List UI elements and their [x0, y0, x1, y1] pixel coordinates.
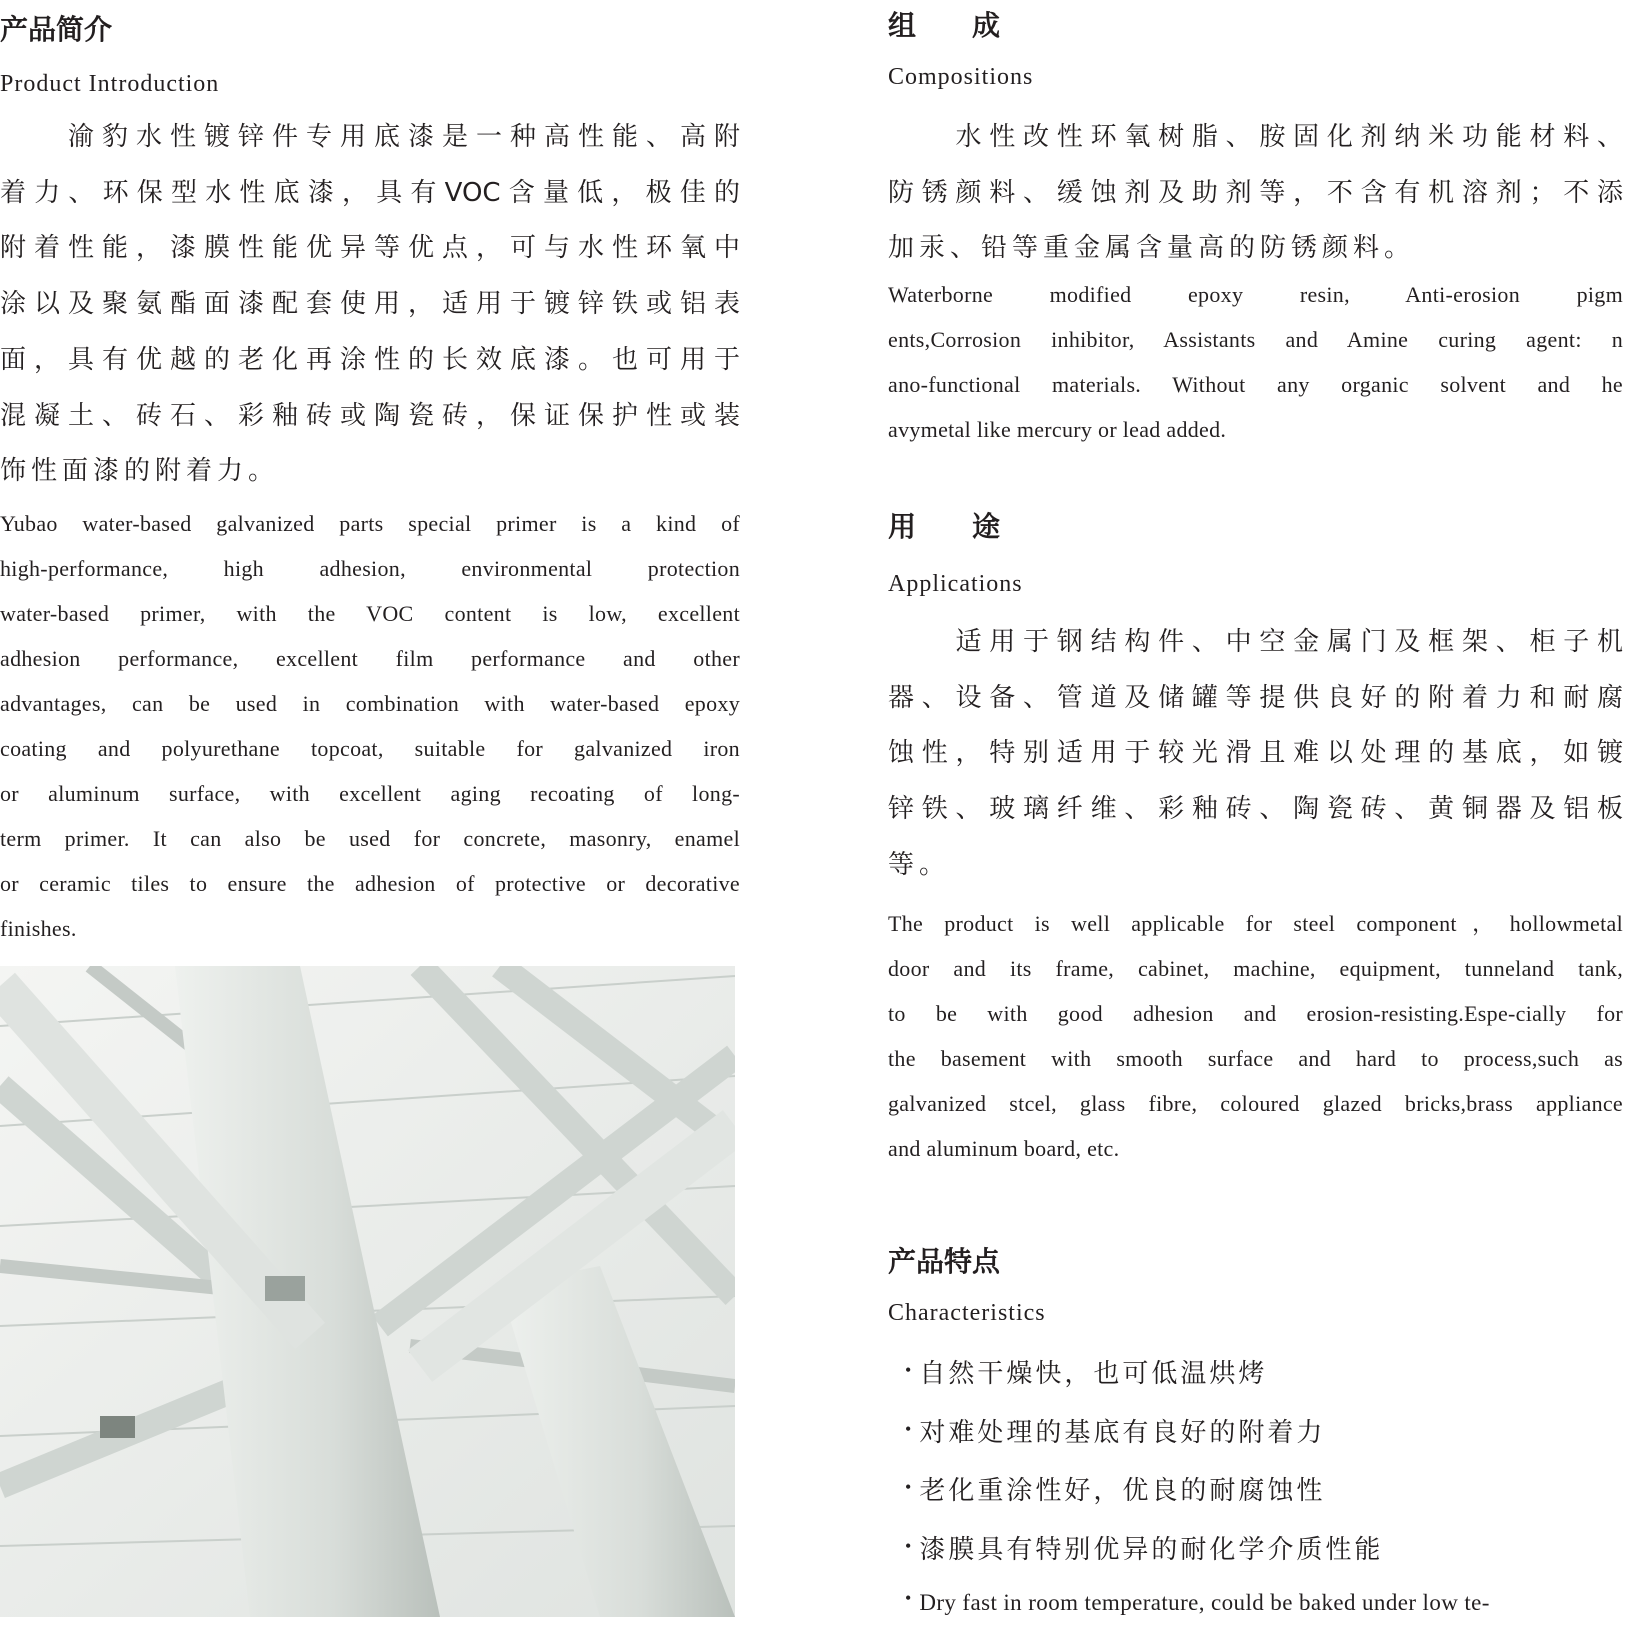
- cn-text-line: 适用于钢结构件、中空金属门及框架、柜子机: [888, 627, 1623, 657]
- en-text-line: to be with good adhesion and erosion-resisting.Espe-cially for: [888, 1001, 1623, 1026]
- characteristic-item: [905, 1588, 1490, 1616]
- en-text-line: The product is well applicable for steel component，hollowmetal: [888, 911, 1623, 936]
- characteristics-title-en: Characteristics: [888, 1300, 1046, 1326]
- bullet-icon: •: [905, 1419, 912, 1439]
- en-text-line: term primer. It can also be used for concrete, masonry, enamel: [0, 826, 740, 851]
- cn-text-line: 等。: [888, 849, 951, 880]
- cn-text-line: 水性改性环氧树脂、胺固化剂纳米功能材料、: [888, 122, 1623, 152]
- characteristic-text: 自然干燥快，也可低温烘烤: [919, 1359, 1268, 1389]
- cn-text-line: 锌铁、玻璃纤维、彩釉砖、陶瓷砖、黄铜器及铝板: [888, 794, 1623, 825]
- characteristic-item: [905, 1412, 1325, 1449]
- characteristic-text: 对难处理的基底有良好的附着力: [919, 1418, 1326, 1448]
- cn-text-line: 面，具有优越的老化再涂性的长效底漆。也可用于: [0, 344, 740, 375]
- cn-text-line: 蚀性，特别适用于较光滑且难以处理的基底，如镀: [888, 738, 1623, 769]
- characteristic-text: 老化重涂性好，优良的耐腐蚀性: [919, 1476, 1326, 1506]
- en-text-line: adhesion performance, excellent film performance and other: [0, 646, 740, 671]
- compositions-title-en: Compositions: [888, 64, 1034, 90]
- en-text-line: the basement with smooth surface and hard to process,such as: [888, 1046, 1623, 1071]
- applications-title-cn: 用 途: [888, 510, 1001, 543]
- en-text-line: advantages, can be used in combination with water-based epoxy: [0, 691, 740, 716]
- en-text-line: water-based primer, with the VOC content is low, excellent: [0, 601, 740, 626]
- cn-text-line: 涂以及聚氨酯面漆配套使用，适用于镀锌铁或铝表: [0, 289, 740, 320]
- en-text-line: galvanized stcel, glass fibre, coloured glazed bricks,brass appliance: [888, 1091, 1623, 1116]
- bullet-icon: •: [905, 1588, 912, 1608]
- characteristic-item: [905, 1529, 1383, 1566]
- en-text-line: coating and polyurethane topcoat, suitable for galvanized iron: [0, 736, 740, 761]
- cn-text-line: 附着性能，漆膜性能优异等优点，可与水性环氧中: [0, 233, 740, 264]
- cn-text-line: 混凝土、砖石、彩釉砖或陶瓷砖，保证保护性或装: [0, 400, 740, 431]
- characteristic-item: [905, 1353, 1267, 1390]
- en-text-line: finishes.: [0, 916, 77, 941]
- intro-title-en: Product Introduction: [0, 71, 220, 97]
- cn-text-line: 渝豹水性镀锌件专用底漆是一种高性能、高附: [0, 122, 740, 152]
- compositions-title-cn: 组 成: [888, 9, 1001, 42]
- applications-title-en: Applications: [888, 571, 1023, 597]
- en-text-line: ents,Corrosion inhibitor, Assistants and Amine curing agent: n: [888, 327, 1623, 352]
- cn-text-line: 着力、环保型水性底漆，具有VOC含量低，极佳的: [0, 177, 740, 208]
- bullet-icon: •: [905, 1360, 912, 1380]
- en-text-line: and aluminum board, etc.: [888, 1136, 1120, 1161]
- cn-text-line: 加汞、铅等重金属含量高的防锈颜料。: [888, 233, 1416, 264]
- en-text-line: high-performance, high adhesion, environmental protection: [0, 556, 740, 581]
- bullet-icon: •: [905, 1477, 912, 1497]
- cn-text-line: 器、设备、管道及储罐等提供良好的附着力和耐腐: [888, 682, 1623, 713]
- cn-text-line: 饰性面漆的附着力。: [0, 456, 280, 487]
- en-text-line: Yubao water-based galvanized parts special primer is a kind of: [0, 511, 740, 536]
- characteristics-title-cn: 产品特点: [888, 1245, 1001, 1278]
- bullet-icon: •: [905, 1536, 912, 1556]
- characteristic-text: Dry fast in room temperature, could be baked under low te-: [919, 1590, 1490, 1615]
- en-text-line: or aluminum surface, with excellent aging recoating of long-: [0, 781, 740, 806]
- en-text-line: or ceramic tiles to ensure the adhesion of protective or decorative: [0, 871, 740, 896]
- intro-title-cn: 产品简介: [0, 13, 113, 46]
- en-text-line: Waterborne modified epoxy resin, Anti-erosion pigm: [888, 282, 1623, 307]
- cn-text-line: 防锈颜料、缓蚀剂及助剂等，不含有机溶剂；不添: [888, 177, 1623, 208]
- en-text-line: ano-functional materials. Without any organic solvent and he: [888, 372, 1623, 397]
- en-text-line: avymetal like mercury or lead added.: [888, 417, 1227, 442]
- characteristic-text: 漆膜具有特别优异的耐化学介质性能: [919, 1535, 1384, 1565]
- en-text-line: door and its frame, cabinet, machine, equipment, tunneland tank,: [888, 956, 1623, 981]
- steel-structure-photo: [0, 966, 735, 1617]
- characteristic-item: [905, 1470, 1325, 1507]
